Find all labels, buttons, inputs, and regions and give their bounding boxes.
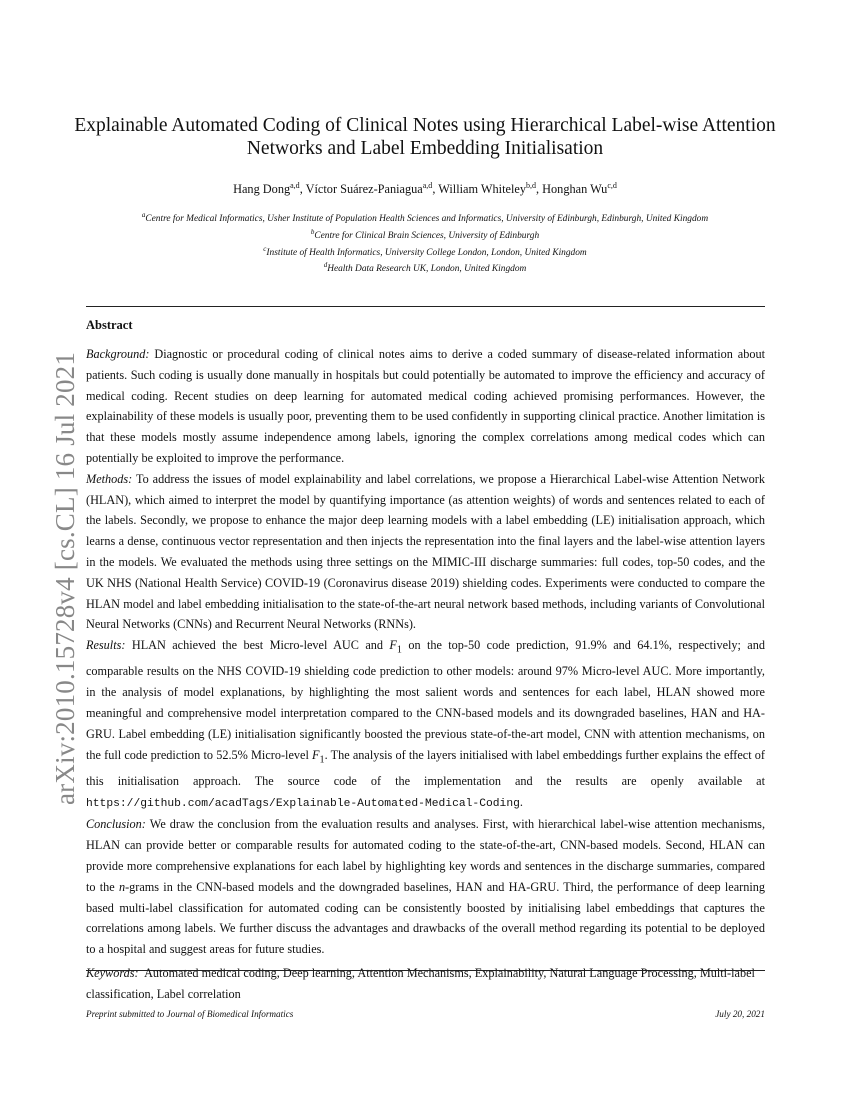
source-code-link[interactable]: https://github.com/acadTags/Explainable-Automated-Medical-Coding [86, 797, 520, 810]
footer-date: July 20, 2021 [715, 1009, 765, 1019]
footer-journal: Preprint submitted to Journal of Biomedical Informatics [86, 1009, 294, 1019]
author-list: Hang Dong$^{a,d}$, Víctor Suárez-Paniagua$^{a,d}$, William Whiteley$^{b,d}$, Honghan Wu$^{c,d}$ [233, 181, 617, 197]
author: Honghan Wu$^{c,d}$ [542, 181, 617, 197]
abstract-heading: Abstract [86, 318, 133, 332]
abstract-body [86, 344, 765, 1005]
title-line-1: Explainable Automated Coding of Clinical Notes using Hierarchical Label-wise Attention [74, 115, 776, 136]
results-paragraph: Results: HLAN achieved the best Micro-level AUC and $F_1$ on the top-50 code prediction, 91.9% and 64.1%, respectively; and comparable results on the NHS COVID-19 shielding code prediction to other models: around 97% Micro-level AUC. More importantly, in the analysis of model explanations, by highlighting the most salient words and sentences for each label, HLAN showed more meaningful and comprehensive model interpretation compared to the CNN-based models and its downgraded baselines, HAN and HA-GRU. Label embedding (LE) initialisation significantly boosted the previous state-of-the-art model, CNN with attention mechanisms, on the full code prediction to 52.5% Micro-level $F_1$. The analysis of the layers initialised with label embeddings further explains the effect of this initialisation approach. The source code of the implementation and the results are openly available at https://github.com/acadTags/Explainable-Automated-Medical-Coding. [86, 638, 765, 810]
arxiv-stamp: arXiv:2010.15728v4 [cs.CL] 16 Jul 2021 [50, 351, 80, 805]
bottom-rule [86, 970, 765, 971]
background-paragraph: Background: Diagnostic or procedural coding of clinical notes aims to derive a coded summary of disease-related information about patients. Such coding is usually done manually in hospitals but could potentially be automated to improve the efficiency and accuracy of medical coding. Recent studies on deep learning for automated medical coding achieved promising performances. However, the explainability of these models is usually poor, preventing them to be used confidently in supporting clinical practice. Another limitation is that these models mostly assume independence among labels, ignoring the complex correlations among medical codes which can potentially be exploited to improve the performance. [86, 347, 765, 465]
affiliation: $^a$Centre for Medical Informatics, Usher Institute of Population Health Sciences and Informatics, University of Edinburgh, Edinburgh, United Kingdom [141, 211, 709, 225]
author: Víctor Suárez-Paniagua$^{a,d}$ [305, 181, 433, 197]
title-line-2: Networks and Label Embedding Initialisation [246, 138, 604, 159]
affiliations [60, 209, 790, 276]
keywords-paragraph: Keywords: Automated medical coding, Deep learning, Attention Mechanisms, Explainability, Natural Language Processing, Multi-label classification, Label correlation [86, 965, 755, 1001]
affiliation: $^b$Centre for Clinical Brain Sciences, University of Edinburgh [310, 227, 540, 241]
affiliation: $^d$Health Data Research UK, London, United Kingdom [323, 261, 527, 275]
conclusion-paragraph: Conclusion: We draw the conclusion from the evaluation results and analyses. First, with hierarchical label-wise attention mechanisms, HLAN can provide better or comparable results for automated coding to the state-of-the-art, CNN-based models. Second, HLAN can provide more comprehensive explanations for each label by highlighting key words and sentences in the discharge summaries, compared to the n-grams in the CNN-based models and the downgraded baselines, HAN and HA-GRU. Third, the performance of deep learning based multi-label classification for automated coding can be consistently boosted by initialising label embeddings that captures the correlations among labels. We further discuss the advantages and drawbacks of the overall method regarding its potential to be deployed to a hospital and suggest areas for future studies. [86, 817, 766, 957]
methods-paragraph: Methods: To address the issues of model explainability and label correlations, we propose a Hierarchical Label-wise Attention Network (HLAN), which aimed to interpret the model by quantifying importance (as attention weights) of words and sentences related to each of the labels. Secondly, we propose to enhance the major deep learning models with a label embedding (LE) initialisation approach, which learns a dense, continuous vector representation and then injects the representation into the final layers and the label-wise attention layers in the models. We evaluated the methods using three settings on the MIMIC-III discharge summaries: full codes, top-50 codes, and the UK NHS (National Health Service) COVID-19 (Coronavirus disease 2019) shielding codes. Experiments were conducted to compare the HLAN model and label embedding initialisation to the state-of-the-art neural network based methods, including variants of Convolutional Neural Networks (CNNs) and Recurrent Neural Networks (RNNs). [86, 471, 766, 632]
top-rule [86, 306, 765, 307]
author: William Whiteley$^{b,d}$ [438, 181, 536, 197]
affiliation: $^c$Institute of Health Informatics, University College London, London, United Kingdom [263, 244, 587, 258]
author: Hang Dong$^{a,d}$ [233, 181, 300, 197]
paper-title [60, 114, 790, 160]
